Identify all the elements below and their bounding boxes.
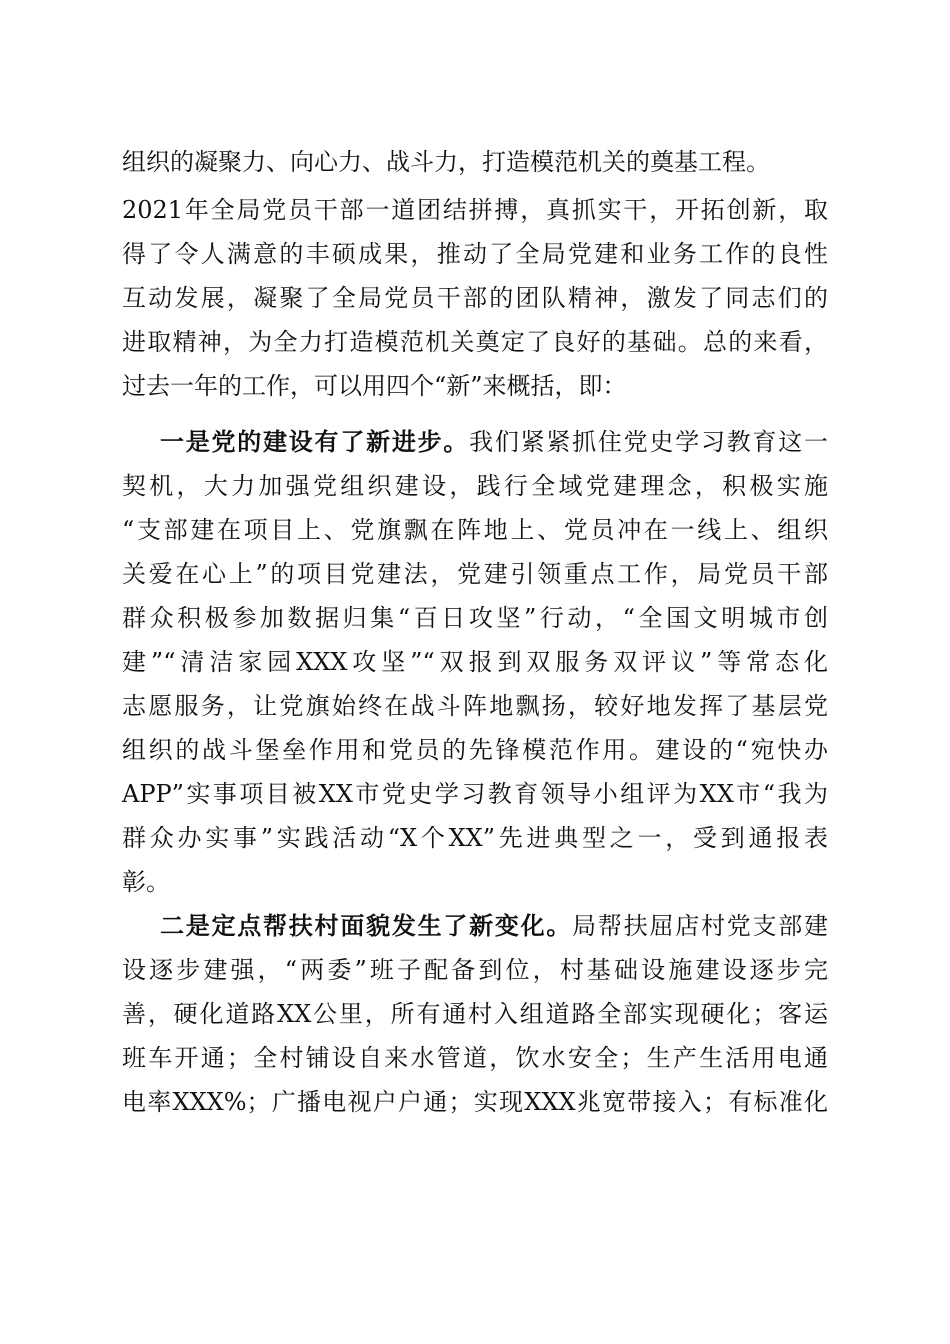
text-line: 互动发展，凝聚了全局党员干部的团队精神，激发了同志们的 bbox=[122, 284, 828, 312]
paragraph-first-line-text: 我们紧紧抓住党史学习教育这一 bbox=[469, 428, 829, 456]
text-line: 组织的战斗堡垒作用和党员的先锋模范作用。建设的“宛快办 bbox=[122, 736, 828, 764]
text-line: APP”实事项目被XX市党史学习教育领导小组评为XX市“我为 bbox=[122, 780, 828, 808]
text-line: 设逐步建强，“两委”班子配备到位，村基础设施建设逐步完 bbox=[122, 956, 828, 984]
text-line: 志愿服务，让党旗始终在战斗阵地飘扬，较好地发挥了基层党 bbox=[122, 692, 828, 720]
paragraph-lead: 一是党的建设有了新进步。 bbox=[160, 427, 470, 456]
text-line: 电率XXX%；广播电视户户通；实现XXX兆宽带接入；有标准化 bbox=[122, 1088, 828, 1116]
paragraph-lead: 二是定点帮扶村面貌发生了新变化。 bbox=[160, 911, 573, 940]
text-line: “支部建在项目上、党旗飘在阵地上、党员冲在一线上、组织 bbox=[122, 516, 828, 544]
text-line: 善，硬化道路XX公里，所有通村入组道路全部实现硬化；客运 bbox=[122, 1000, 828, 1028]
text-line: 群众积极参加数据归集“百日攻坚”行动，“全国文明城市创 bbox=[122, 604, 828, 632]
text-line: 进取精神，为全力打造模范机关奠定了良好的基础。总的来看， bbox=[122, 328, 828, 356]
text-line: 2021年全局党员干部一道团结拼搏，真抓实干，开拓创新，取 bbox=[122, 196, 828, 224]
text-line: 群众办实事”实践活动“X个XX”先进典型之一，受到通报表 bbox=[122, 824, 828, 852]
text-line: 过去一年的工作，可以用四个“新”来概括，即： bbox=[122, 372, 627, 400]
paragraph-first-line bbox=[160, 906, 828, 946]
text-line: 关爱在心上”的项目党建法，党建引领重点工作，局党员干部 bbox=[122, 560, 828, 588]
paragraph-first-line-text: 局帮扶屈店村党支部建 bbox=[572, 912, 829, 940]
text-line: 彰。 bbox=[122, 868, 170, 896]
text-line: 建”“清洁家园XXX攻坚”“双报到双服务双评议”等常态化 bbox=[122, 648, 828, 676]
text-line: 组织的凝聚力、向心力、战斗力，打造模范机关的奠基工程。 bbox=[122, 148, 770, 176]
text-line: 得了令人满意的丰硕成果，推动了全局党建和业务工作的良性 bbox=[122, 240, 828, 268]
text-line: 契机，大力加强党组织建设，践行全域党建理念，积极实施 bbox=[122, 472, 828, 500]
text-line: 班车开通；全村铺设自来水管道，饮水安全；生产生活用电通 bbox=[122, 1044, 828, 1072]
paragraph-first-line bbox=[160, 422, 828, 462]
